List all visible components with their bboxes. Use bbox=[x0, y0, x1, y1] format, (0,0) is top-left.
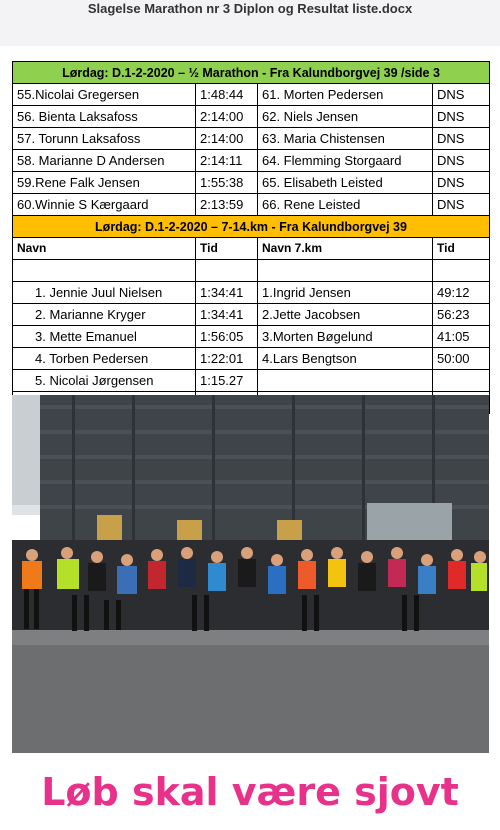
runner-name-cell: 60.Winnie S Kærgaard bbox=[13, 194, 196, 216]
runner-name-cell: 63. Maria Chistensen bbox=[258, 128, 433, 150]
time-cell: 2:14:00 bbox=[196, 106, 258, 128]
table-row bbox=[13, 150, 490, 172]
half-marathon-header-row bbox=[13, 62, 490, 84]
half-marathon-header: Lørdag: D.1-2-2020 – ½ Marathon - Fra Kalundborgvej 39 /side 3 bbox=[13, 62, 490, 84]
results-table bbox=[12, 61, 490, 414]
runner-name-cell: 2. Marianne Kryger bbox=[13, 304, 196, 326]
time-cell: DNS bbox=[433, 106, 490, 128]
runner-name-cell: 62. Niels Jensen bbox=[258, 106, 433, 128]
runner-name-cell: 5. Nicolai Jørgensen bbox=[13, 370, 196, 392]
runner-name-cell: 2.Jette Jacobsen bbox=[258, 304, 433, 326]
col-time-header: Tid bbox=[196, 238, 258, 260]
group-photo-image bbox=[12, 395, 489, 753]
table-row bbox=[13, 128, 490, 150]
runner-name-cell: 57. Torunn Laksafoss bbox=[13, 128, 196, 150]
time-cell bbox=[433, 370, 490, 392]
runner-name-cell: 3. Mette Emanuel bbox=[13, 326, 196, 348]
table-row bbox=[13, 348, 490, 370]
time-cell: 1:34:41 bbox=[196, 304, 258, 326]
time-cell: 49:12 bbox=[433, 282, 490, 304]
time-cell: 1:48:44 bbox=[196, 84, 258, 106]
runner-name-cell: 66. Rene Leisted bbox=[258, 194, 433, 216]
time-cell: 1:55:38 bbox=[196, 172, 258, 194]
time-cell: DNS bbox=[433, 128, 490, 150]
table-row bbox=[13, 326, 490, 348]
time-cell: 41:05 bbox=[433, 326, 490, 348]
time-cell: DNS bbox=[433, 172, 490, 194]
runner-name-cell: 3.Morten Bøgelund bbox=[258, 326, 433, 348]
spacer-cell bbox=[196, 260, 258, 282]
spacer-cell bbox=[433, 260, 490, 282]
runner-name-cell bbox=[258, 370, 433, 392]
time-cell: DNS bbox=[433, 84, 490, 106]
runner-name-cell: 1.Ingrid Jensen bbox=[258, 282, 433, 304]
table-row bbox=[13, 172, 490, 194]
short-race-header: Lørdag: D.1-2-2020 – 7-14.km - Fra Kalundborgvej 39 bbox=[13, 216, 490, 238]
spacer-row bbox=[13, 260, 490, 282]
runner-name-cell: 61. Morten Pedersen bbox=[258, 84, 433, 106]
time-cell: 2:14:00 bbox=[196, 128, 258, 150]
spacer-cell bbox=[13, 260, 196, 282]
time-cell: 2:14:11 bbox=[196, 150, 258, 172]
runner-name-cell: 58. Marianne D Andersen bbox=[13, 150, 196, 172]
runner-name-cell: 1. Jennie Juul Nielsen bbox=[13, 282, 196, 304]
spacer-cell bbox=[258, 260, 433, 282]
runner-name-cell: 65. Elisabeth Leisted bbox=[258, 172, 433, 194]
table-row bbox=[13, 282, 490, 304]
col-name-header: Navn bbox=[13, 238, 196, 260]
short-race-column-headers bbox=[13, 238, 490, 260]
time-cell: 1:34:41 bbox=[196, 282, 258, 304]
table-row bbox=[13, 106, 490, 128]
time-cell: 1:15.27 bbox=[196, 370, 258, 392]
runner-name-cell: 56. Bienta Laksafoss bbox=[13, 106, 196, 128]
time-cell: 56:23 bbox=[433, 304, 490, 326]
table-row bbox=[13, 194, 490, 216]
document-page bbox=[12, 61, 489, 414]
time-cell: 50:00 bbox=[433, 348, 490, 370]
table-row bbox=[13, 304, 490, 326]
time-cell: DNS bbox=[433, 194, 490, 216]
short-race-header-row bbox=[13, 216, 490, 238]
group-photo bbox=[12, 395, 489, 753]
runner-name-cell: 4.Lars Bengtson bbox=[258, 348, 433, 370]
time-cell: 2:13:59 bbox=[196, 194, 258, 216]
slogan: Løb skal være sjovt bbox=[41, 770, 459, 814]
time-cell: 1:22:01 bbox=[196, 348, 258, 370]
runner-name-cell: 4. Torben Pedersen bbox=[13, 348, 196, 370]
runner-name-cell: 64. Flemming Storgaard bbox=[258, 150, 433, 172]
runner-name-cell: 55.Nicolai Gregersen bbox=[13, 84, 196, 106]
document-title: Slagelse Marathon nr 3 Diplon og Resultat liste.docx bbox=[87, 1, 413, 16]
runner-name-cell: 59.Rene Falk Jensen bbox=[13, 172, 196, 194]
document-title-bar bbox=[0, 0, 500, 46]
table-row bbox=[13, 370, 490, 392]
col-name2-header: Navn 7.km bbox=[258, 238, 433, 260]
col-time2-header: Tid bbox=[433, 238, 490, 260]
time-cell: DNS bbox=[433, 150, 490, 172]
time-cell: 1:56:05 bbox=[196, 326, 258, 348]
table-row bbox=[13, 84, 490, 106]
